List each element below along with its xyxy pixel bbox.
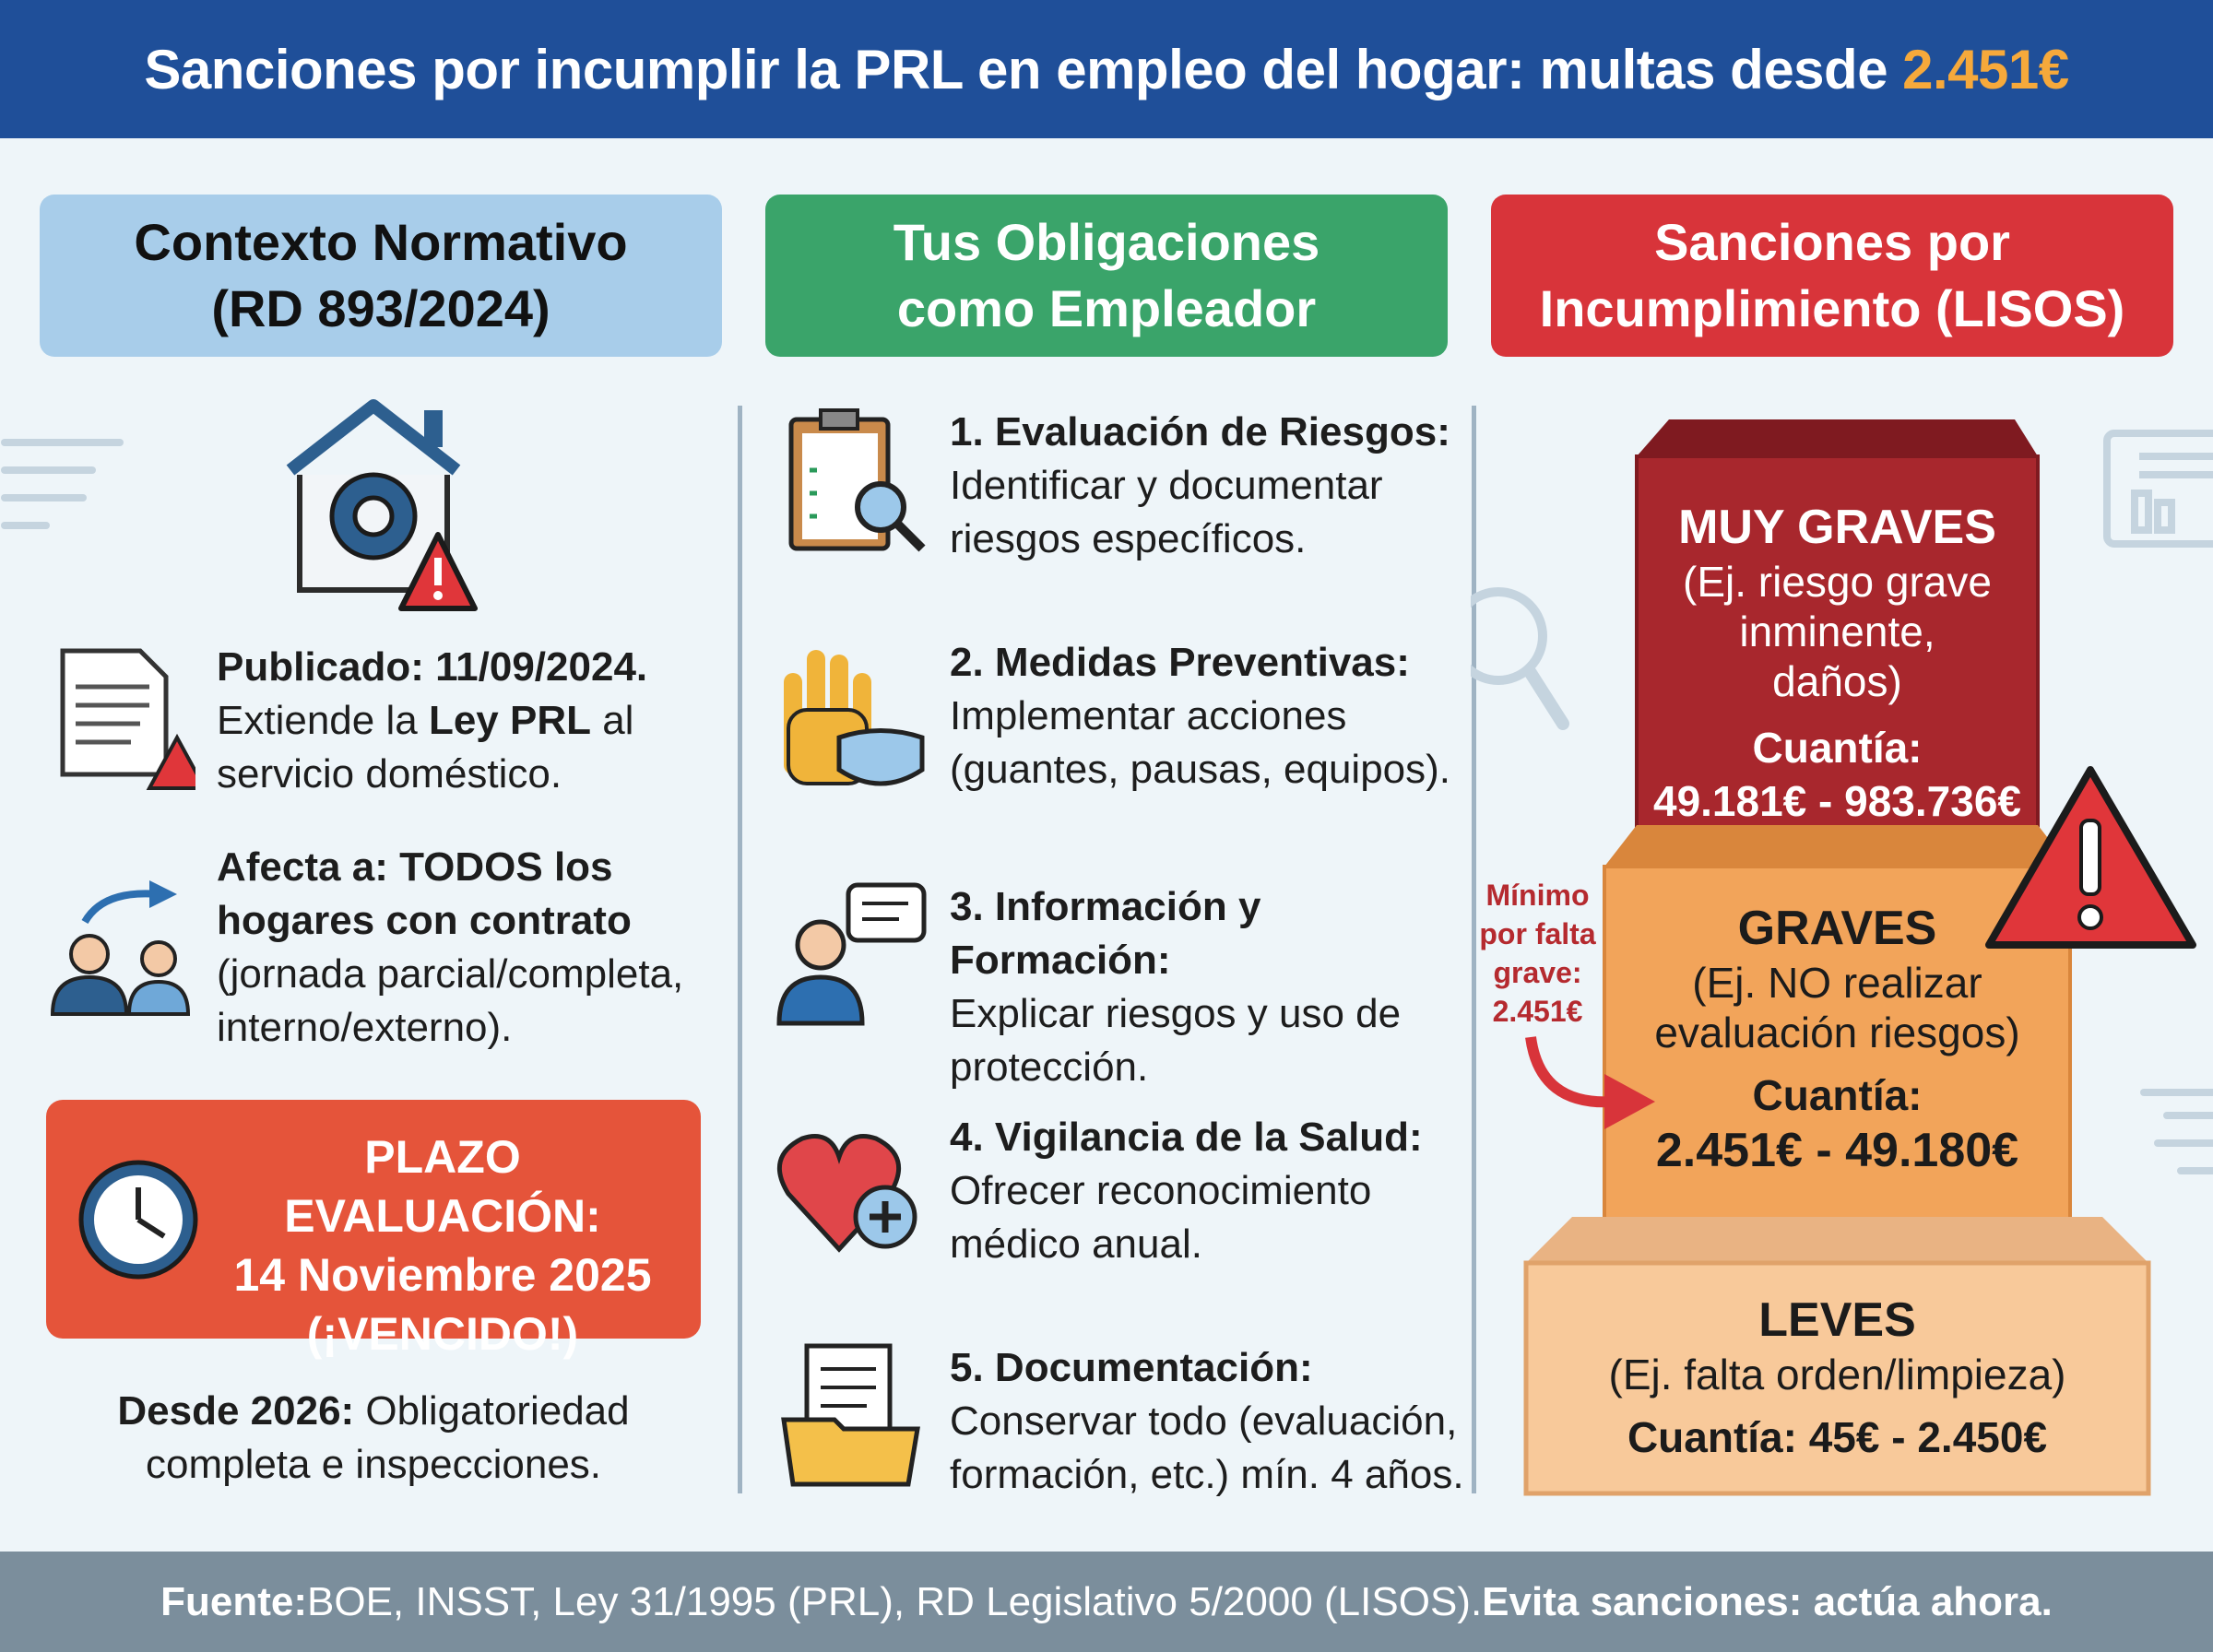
obligation-item [950,880,1466,1094]
footer-source: Fuente: BOE, INSST, Ley 31/1995 (PRL), RD Legislativo 5/2000 (LISOS). Evita sanciones: actúa ahora. [0,1552,2213,1652]
folder-document-icon [779,1341,927,1489]
tier-very-serious: MUY GRAVES (Ej. riesgo grave inminente, daños) Cuantía: 49.181€ - 983.736€ [1652,501,2022,825]
obligation-item [950,406,1466,566]
deadline-label: PLAZO EVALUACIÓN: [284,1131,601,1242]
deadline-box [46,1100,701,1360]
divider [738,406,742,1493]
deadline-date: 14 Noviembre 2025 [233,1249,652,1301]
affects-info: Afecta a: TODOS los hogares con contrato (jornada parcial/completa, interno/externo). [217,844,684,1050]
obligation-item [950,636,1466,796]
tier-serious: GRAVES (Ej. NO realizar evaluación riesgos) Cuantía: 2.451€ - 49.180€ [1654,902,2020,1177]
minimum-note: Mínimo por falta grave: 2.451€ [1479,879,1596,1028]
column-header-sanctions: Sanciones por Incumplimiento (LISOS) [1491,195,2173,357]
obligation-title: 1. Evaluación de Riesgos: [950,409,1450,454]
arrow-icon [1521,1032,1669,1152]
tier-minor: LEVES (Ej. falta orden/limpieza) Cuantía: 45€ - 2.450€ [1608,1293,2066,1461]
people-arrow-icon [48,880,195,1019]
obligation-text: Identificar y documentar riesgos específicos. [950,463,1383,561]
decorative-lines-icon [0,433,129,535]
glove-mask-icon [775,645,931,793]
published-info: Publicado: 11/09/2024. Extiende la Ley PRL al servicio doméstico. [217,644,648,796]
column-header-obligations: Tus Obligaciones como Empleador [765,195,1448,357]
obligation-text: Ofrecer reconocimiento médico anual. [950,1168,1372,1267]
warning-triangle-icon [1982,761,2199,954]
clock-icon [74,1155,203,1284]
title-text: Sanciones por incumplir la PRL en empleo del hogar: multas desde [144,38,1888,100]
title-highlight: 2.451€ [1902,38,2069,100]
deadline-status: (¡VENCIDO!) [306,1308,579,1360]
heart-plus-icon [775,1120,931,1258]
page-title [0,0,2213,138]
obligation-text: Explicar riesgos y uso de protección. [950,991,1402,1090]
obligation-text: Conservar todo (evaluación, formación, etc.) mín. 4 años. [950,1398,1464,1497]
obligation-title: 4. Vigilancia de la Salud: [950,1115,1423,1160]
obligation-title: 3. Información y Formación: [950,884,1261,983]
obligation-item [950,1111,1466,1271]
obligation-text: Implementar acciones (guantes, pausas, equipos). [950,693,1451,792]
clipboard-magnifier-icon [784,406,931,558]
obligation-item [950,1341,1466,1502]
since-2026-info: Desde 2026: Obligatoriedad completa e inspecciones. [117,1388,630,1487]
decorative-lines-icon [2139,1088,2213,1180]
document-warning-icon [57,645,195,793]
obligation-title: 5. Documentación: [950,1345,1313,1390]
obligation-title: 2. Medidas Preventivas: [950,640,1410,685]
house-gear-warning-icon [263,396,503,613]
column-header-context: Contexto Normativo (RD 893/2024) [40,195,722,357]
person-chat-icon [775,880,931,1028]
